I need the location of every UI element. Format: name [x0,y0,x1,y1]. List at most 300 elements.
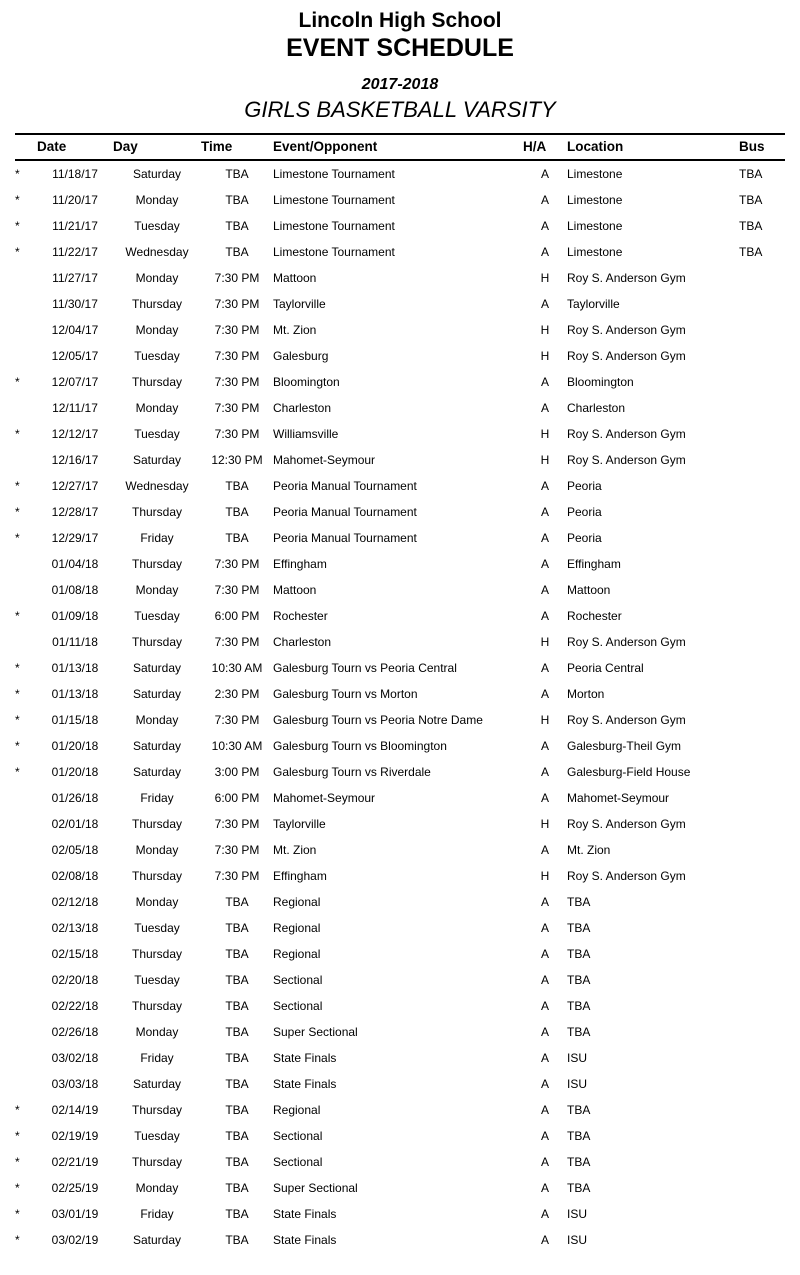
row-event: Peoria Manual Tournament [273,531,417,545]
row-day: Monday [135,1025,179,1039]
row-location: Peoria [567,479,602,493]
table-row [15,889,785,915]
row-time: 6:00 PM [214,791,260,805]
row-ha: A [540,661,549,675]
row-event: Mattoon [273,583,317,597]
row-date: 11/30/17 [52,297,98,311]
table-row [15,291,785,317]
row-date: 11/27/17 [52,271,98,285]
row-location: Peoria [567,531,602,545]
row-ha: A [540,687,549,701]
row-location: Roy S. Anderson Gym [567,427,686,441]
column-header-ha: H/A [523,134,567,160]
row-bus [739,655,785,681]
row-day: Monday [135,1181,179,1195]
row-ha: H [540,323,550,337]
row-star: * [15,1129,20,1143]
row-day: Tuesday [134,1129,180,1143]
row-star: * [15,739,20,753]
row-location: Roy S. Anderson Gym [567,713,686,727]
row-star [15,863,37,889]
row-bus [739,1019,785,1045]
row-bus [739,1201,785,1227]
row-event: Galesburg Tourn vs Morton [273,687,418,701]
row-date: 01/13/18 [51,687,99,701]
row-date: 11/18/17 [52,167,98,181]
row-date: 12/29/17 [51,531,99,545]
table-row [15,395,785,421]
row-bus [739,837,785,863]
row-day: Thursday [131,947,183,961]
row-time: 7:30 PM [214,297,260,311]
row-day: Saturday [132,687,182,701]
row-ha: H [540,635,550,649]
row-star [15,447,37,473]
row-star [15,629,37,655]
row-date: 02/08/18 [51,869,99,883]
row-date: 01/08/18 [51,583,99,597]
row-event: Regional [273,895,321,909]
row-day: Wednesday [125,479,189,493]
row-date: 01/20/18 [51,765,99,779]
row-location: Roy S. Anderson Gym [567,323,686,337]
row-time: TBA [225,219,249,233]
table-row [15,369,785,395]
row-location: Rochester [567,609,622,623]
row-date: 03/01/19 [51,1207,99,1221]
row-bus: TBA [739,219,763,233]
row-location: Taylorville [567,297,620,311]
row-event: Regional [273,921,321,935]
row-event: Charleston [273,635,332,649]
row-bus [739,395,785,421]
row-time: TBA [225,973,249,987]
row-location: Limestone [567,193,623,207]
row-location: Mt. Zion [567,843,611,857]
row-time: 7:30 PM [214,583,260,597]
row-bus [739,863,785,889]
table-row [15,707,785,733]
row-ha: A [540,1207,549,1221]
row-location: Limestone [567,245,623,259]
row-bus [739,577,785,603]
row-time: 10:30 AM [211,661,263,675]
column-header-star [15,134,37,160]
row-day: Thursday [131,557,183,571]
row-star [15,343,37,369]
row-day: Thursday [131,817,183,831]
row-event: Bloomington [273,375,340,389]
row-bus [739,811,785,837]
table-row [15,603,785,629]
row-date: 01/04/18 [51,557,99,571]
row-location: TBA [567,1025,591,1039]
row-bus [739,629,785,655]
row-ha: A [540,167,549,181]
row-event: Effingham [273,557,327,571]
table-header-row [15,134,785,160]
row-bus [739,603,785,629]
table-row [15,785,785,811]
row-ha: A [540,583,549,597]
table-row [15,577,785,603]
row-bus: TBA [739,167,763,181]
table-row [15,1149,785,1175]
row-star [15,291,37,317]
row-event: Sectional [273,999,323,1013]
row-date: 11/21/17 [52,219,98,233]
column-header-bus: Bus [739,134,785,160]
row-bus [739,447,785,473]
row-day: Saturday [132,765,182,779]
row-time: TBA [225,1051,249,1065]
row-day: Saturday [132,661,182,675]
row-time: 7:30 PM [214,713,260,727]
row-ha: A [540,973,549,987]
table-row [15,525,785,551]
table-row [15,733,785,759]
row-date: 11/22/17 [52,245,98,259]
row-star: * [15,505,20,519]
row-ha: H [540,453,550,467]
row-star: * [15,1155,20,1169]
table-row [15,1175,785,1201]
page-title: EVENT SCHEDULE [286,34,514,62]
row-bus [739,1149,785,1175]
row-ha: A [540,791,549,805]
row-time: TBA [225,245,249,259]
row-date: 12/04/17 [51,323,99,337]
row-ha: A [540,1025,549,1039]
row-day: Tuesday [134,921,180,935]
table-row [15,421,785,447]
row-event: Galesburg Tourn vs Peoria Central [273,661,457,675]
column-header-date: Date [37,134,113,160]
row-event: Mattoon [273,271,317,285]
row-time: TBA [225,479,249,493]
row-time: TBA [225,167,249,181]
row-event: Limestone Tournament [273,167,395,181]
row-day: Monday [135,583,179,597]
row-day: Monday [135,193,179,207]
row-date: 03/03/18 [51,1077,99,1091]
row-location: Peoria [567,505,602,519]
row-day: Monday [135,401,179,415]
row-location: Roy S. Anderson Gym [567,453,686,467]
table-row [15,473,785,499]
row-bus [739,759,785,785]
row-date: 02/01/18 [51,817,99,831]
row-location: Mattoon [567,583,611,597]
row-location: TBA [567,1155,591,1169]
row-date: 12/28/17 [51,505,99,519]
row-date: 02/12/18 [51,895,99,909]
row-time: 7:30 PM [214,869,260,883]
row-day: Thursday [131,297,183,311]
row-star: * [15,609,20,623]
row-time: TBA [225,505,249,519]
row-day: Saturday [132,1077,182,1091]
row-day: Monday [135,713,179,727]
row-day: Wednesday [125,245,189,259]
row-star [15,967,37,993]
row-ha: H [540,869,550,883]
row-date: 11/20/17 [52,193,98,207]
row-time: 7:30 PM [214,375,260,389]
row-star [15,265,37,291]
table-row [15,967,785,993]
row-event: Peoria Manual Tournament [273,505,417,519]
team-subtitle: GIRLS BASKETBALL VARSITY [244,97,556,122]
row-event: Sectional [273,1155,323,1169]
row-bus [739,967,785,993]
row-star: * [15,713,20,727]
column-header-time: Time [201,134,273,160]
row-ha: A [540,739,549,753]
table-row [15,655,785,681]
row-star: * [15,219,20,233]
row-star [15,317,37,343]
row-star: * [15,245,20,259]
school-name: Lincoln High School [298,9,502,32]
row-star: * [15,687,20,701]
row-bus [739,369,785,395]
row-event: Peoria Manual Tournament [273,479,417,493]
row-event: Galesburg Tourn vs Riverdale [273,765,431,779]
row-date: 01/20/18 [51,739,99,753]
row-event: Super Sectional [273,1025,358,1039]
row-bus [739,343,785,369]
row-ha: H [540,713,550,727]
table-row [15,213,785,239]
row-time: TBA [225,531,249,545]
row-date: 12/11/17 [52,401,98,415]
row-location: TBA [567,947,591,961]
row-ha: A [540,1129,549,1143]
row-day: Friday [140,1051,174,1065]
row-star: * [15,1207,20,1221]
row-time: 7:30 PM [214,349,260,363]
row-event: Taylorville [273,817,326,831]
table-row [15,993,785,1019]
row-time: TBA [225,1103,249,1117]
row-event: Regional [273,947,321,961]
row-star [15,1045,37,1071]
row-star: * [15,1233,20,1247]
schedule-table [15,133,785,1253]
row-location: ISU [567,1077,588,1091]
table-row [15,343,785,369]
row-star: * [15,427,20,441]
row-day: Thursday [131,999,183,1013]
table-row [15,1227,785,1253]
row-event: Galesburg [273,349,329,363]
row-time: 7:30 PM [214,557,260,571]
row-date: 02/15/18 [51,947,99,961]
row-event: Super Sectional [273,1181,358,1195]
row-bus [739,993,785,1019]
row-time: 12:30 PM [211,453,263,467]
row-bus [739,525,785,551]
row-time: TBA [225,193,249,207]
row-bus [739,915,785,941]
row-day: Monday [135,323,179,337]
row-time: 7:30 PM [214,817,260,831]
row-time: 7:30 PM [214,401,260,415]
row-star [15,1071,37,1097]
row-date: 02/21/19 [51,1155,99,1169]
table-row [15,1123,785,1149]
row-ha: A [540,765,549,779]
row-day: Monday [135,895,179,909]
table-row [15,239,785,265]
row-event: Galesburg Tourn vs Bloomington [273,739,447,753]
row-ha: A [540,479,549,493]
row-star: * [15,1181,20,1195]
row-event: Williamsville [273,427,339,441]
row-star: * [15,765,20,779]
table-row [15,629,785,655]
row-date: 01/09/18 [51,609,99,623]
row-ha: H [540,271,550,285]
row-date: 02/22/18 [51,999,99,1013]
row-location: ISU [567,1051,588,1065]
row-event: Mahomet-Seymour [273,791,376,805]
table-row [15,551,785,577]
row-date: 02/05/18 [51,843,99,857]
row-event: Mt. Zion [273,843,317,857]
row-ha: A [540,1233,549,1247]
row-bus [739,1071,785,1097]
row-time: TBA [225,1155,249,1169]
row-date: 01/13/18 [51,661,99,675]
row-ha: A [540,401,549,415]
row-day: Friday [140,791,174,805]
row-ha: A [540,843,549,857]
row-date: 12/05/17 [51,349,99,363]
row-time: TBA [225,947,249,961]
row-day: Thursday [131,1103,183,1117]
row-time: TBA [225,1025,249,1039]
row-ha: A [540,947,549,961]
row-date: 12/16/17 [51,453,99,467]
row-star [15,1019,37,1045]
row-day: Saturday [132,739,182,753]
row-date: 12/07/17 [51,375,99,389]
row-bus: TBA [739,193,763,207]
row-ha: A [540,505,549,519]
row-day: Friday [140,531,174,545]
row-bus [739,1097,785,1123]
row-date: 01/11/18 [52,635,98,649]
row-bus [739,499,785,525]
row-date: 01/15/18 [51,713,99,727]
row-bus [739,889,785,915]
row-location: Galesburg-Field House [567,765,691,779]
table-row [15,1071,785,1097]
row-location: Limestone [567,167,623,181]
row-day: Thursday [131,1155,183,1169]
row-time: TBA [225,1207,249,1221]
row-date: 02/19/19 [51,1129,99,1143]
row-location: Roy S. Anderson Gym [567,349,686,363]
row-location: Peoria Central [567,661,644,675]
row-ha: A [540,1181,549,1195]
row-location: TBA [567,1129,591,1143]
row-ha: A [540,375,549,389]
row-ha: H [540,349,550,363]
row-location: Roy S. Anderson Gym [567,869,686,883]
row-time: 6:00 PM [214,609,260,623]
column-header-location: Location [567,134,739,160]
row-date: 12/27/17 [51,479,99,493]
row-event: Limestone Tournament [273,245,395,259]
row-location: ISU [567,1207,588,1221]
row-ha: A [540,895,549,909]
table-row [15,837,785,863]
column-header-day: Day [113,134,201,160]
row-day: Tuesday [134,973,180,987]
table-row [15,863,785,889]
row-time: 10:30 AM [211,739,263,753]
row-event: Mt. Zion [273,323,317,337]
row-day: Thursday [131,375,183,389]
row-event: Sectional [273,1129,323,1143]
row-star [15,551,37,577]
table-body [15,160,785,1253]
row-event: Taylorville [273,297,326,311]
row-event: Regional [273,1103,321,1117]
row-ha: A [540,557,549,571]
row-star [15,837,37,863]
row-location: ISU [567,1233,588,1247]
table-row [15,1097,785,1123]
row-date: 03/02/18 [51,1051,99,1065]
row-bus [739,1227,785,1253]
row-event: Effingham [273,869,327,883]
row-time: 7:30 PM [214,843,260,857]
table-row [15,317,785,343]
row-star [15,811,37,837]
row-date: 12/12/17 [51,427,99,441]
row-star [15,915,37,941]
row-star: * [15,375,20,389]
row-bus [739,421,785,447]
row-bus [739,473,785,499]
row-event: State Finals [273,1051,337,1065]
row-day: Thursday [131,505,183,519]
row-day: Tuesday [134,609,180,623]
row-star [15,993,37,1019]
row-bus [739,265,785,291]
row-event: Sectional [273,973,323,987]
row-star [15,941,37,967]
row-time: 7:30 PM [214,323,260,337]
row-location: TBA [567,973,591,987]
row-ha: A [540,999,549,1013]
row-time: TBA [225,1077,249,1091]
row-ha: A [540,219,549,233]
row-day: Tuesday [134,427,180,441]
row-ha: A [540,245,549,259]
row-event: Galesburg Tourn vs Peoria Notre Dame [273,713,483,727]
season-label: 2017-2018 [361,76,439,93]
row-location: Roy S. Anderson Gym [567,271,686,285]
row-time: 7:30 PM [214,271,260,285]
row-day: Friday [140,1207,174,1221]
table-row [15,499,785,525]
row-day: Saturday [132,1233,182,1247]
